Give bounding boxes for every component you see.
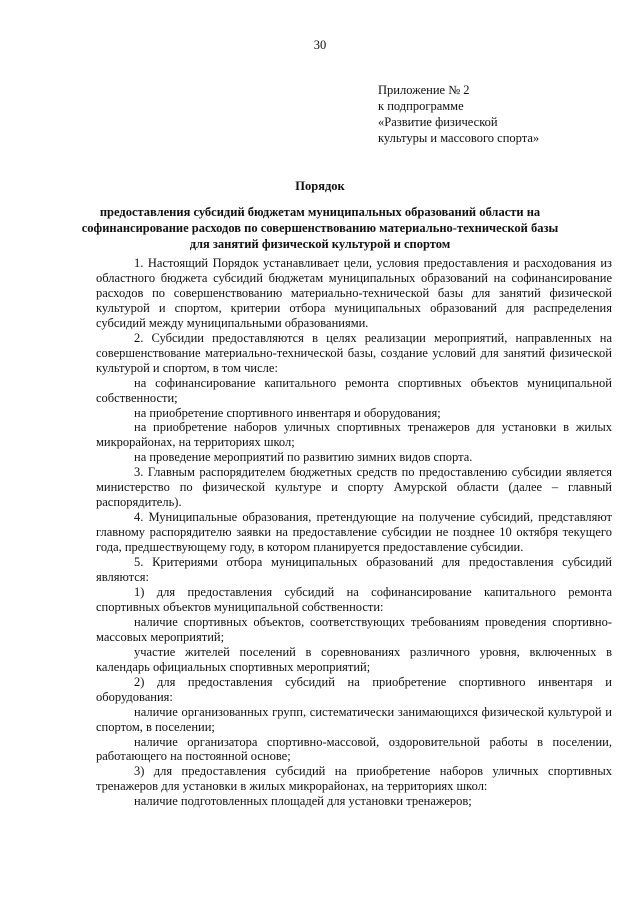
criteria-1-item-1: наличие спортивных объектов, соответствующих требованиям проведения спортивно-массовых мероприятий; xyxy=(96,614,612,644)
criteria-2: 2) для предоставления субсидий на приобретение спортивного инвентаря и оборудования: xyxy=(96,674,612,704)
paragraph-4: 4. Муниципальные образования, претендующие на получение субсидий, представляют главному распорядителю заявки на предоставление субсидии не позднее 10 октября текущего года, предшествующему году, в котором планируется предоставление субсидии. xyxy=(96,510,612,555)
appendix-line: культуры и массового спорта» xyxy=(378,131,540,145)
paragraph-1: 1. Настоящий Порядок устанавливает цели, условия предоставления и расходования из областного бюджета субсидий бюджетам муниципальных образований на софинансирование расходов по совершенствованию материально-технической базы для занятий физической культурой и спортом, критерии отбора муниципальных образований для распределения субсидий между муниципальными образованиями. xyxy=(96,256,612,330)
paragraph-3: 3. Главным распорядителем бюджетных средств по предоставлению субсидии является министерство по физической культуре и спорту Амурской области (далее – главный распорядитель). xyxy=(96,465,612,510)
criteria-2-item-2: наличие организатора спортивно-массовой, оздоровительной работы в поселении, работающего на постоянной основе; xyxy=(96,734,612,764)
appendix-line: «Развитие физической xyxy=(378,115,498,129)
appendix-block xyxy=(378,82,618,146)
criteria-1: 1) для предоставления субсидий на софинансирование капитального ремонта спортивных объектов муниципальной собственности: xyxy=(96,584,612,614)
paragraph-2-item-4: на проведение мероприятий по развитию зимних видов спорта. xyxy=(134,450,473,465)
paragraph-2-item-2: на приобретение спортивного инвентаря и оборудования; xyxy=(134,405,441,420)
paragraph-2-item-3: на приобретение наборов уличных спортивных тренажеров для установки в жилых микрорайонах, на территориях школ; xyxy=(96,420,612,450)
title-block xyxy=(80,178,560,252)
criteria-1-item-2: участие жителей поселений в соревнованиях различного уровня, включенных в календарь официальных спортивных мероприятий; xyxy=(96,644,612,674)
appendix-line: Приложение № 2 xyxy=(378,83,470,97)
paragraph-2-item-1: на софинансирование капитального ремонта спортивных объектов муниципальной собственности; xyxy=(96,375,612,405)
document-title: Порядок xyxy=(295,179,345,193)
subtitle-line: предоставления субсидий бюджетам муниципальных образований области на xyxy=(99,205,541,219)
appendix-line: к подпрограмме xyxy=(378,99,464,113)
subtitle-line: софинансирование расходов по совершенствованию материально-технической базы xyxy=(81,221,559,235)
criteria-3-item-1: наличие подготовленных площадей для установки тренажеров; xyxy=(134,794,472,809)
page-number: 30 xyxy=(313,38,327,52)
document-body xyxy=(96,256,612,809)
paragraph-5: 5. Критериями отбора муниципальных образований для предоставления субсидий являются: xyxy=(96,555,612,585)
criteria-3: 3) для предоставления субсидий на приобретение наборов уличных спортивных тренажеров для установки в жилых микрорайонах, на территориях школ: xyxy=(96,764,612,794)
criteria-2-item-1: наличие организованных групп, систематически занимающихся физической культурой и спортом, в поселении; xyxy=(96,704,612,734)
paragraph-2: 2. Субсидии предоставляются в целях реализации мероприятий, направленных на совершенствование материально-технической базы, создание условий для занятий физической культурой и спортом, в том числе: xyxy=(96,330,612,375)
subtitle-line: для занятий физической культурой и спортом xyxy=(189,237,451,251)
document-subtitle xyxy=(80,204,560,252)
